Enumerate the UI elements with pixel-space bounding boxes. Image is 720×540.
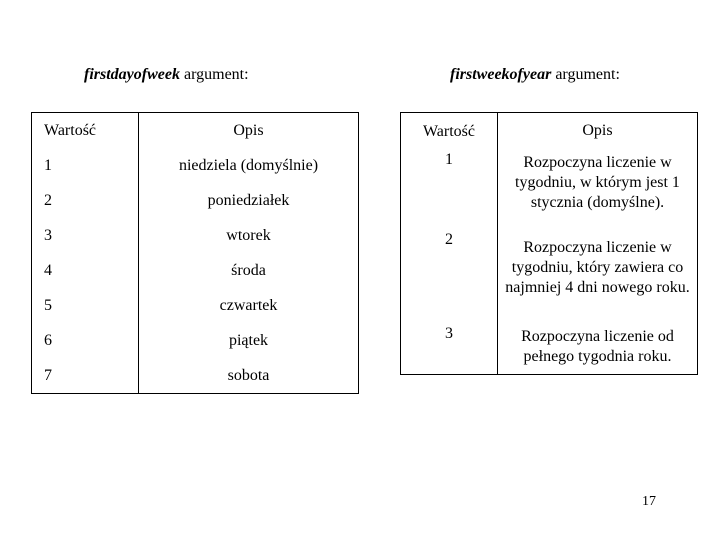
table-header-row [401, 113, 698, 150]
header-cell: Opis [139, 113, 359, 149]
table-row [401, 320, 698, 375]
description-cell: niedziela (domyślnie) [139, 148, 359, 183]
value-cell: 7 [44, 366, 52, 384]
heading-keyword: firstdayofweek [84, 66, 180, 83]
description-cell: poniedziałek [139, 183, 359, 218]
table-row [401, 216, 698, 320]
table-row [32, 253, 359, 288]
table-row [32, 218, 359, 253]
table-row [32, 323, 359, 358]
table-row [401, 149, 698, 216]
description-cell: Rozpoczyna liczenie w tygodniu, w którym jest 1 stycznia (domyślne). [498, 149, 698, 216]
table-row [32, 358, 359, 394]
heading-text: argument: [551, 66, 620, 83]
heading-firstweekofyear [450, 66, 620, 84]
header-cell: Wartość [422, 122, 476, 140]
value-cell: 4 [44, 261, 52, 279]
value-cell: 6 [44, 331, 52, 349]
value-cell: 2 [44, 191, 52, 209]
table-header-row [32, 113, 359, 149]
description-cell: Rozpoczyna liczenie w tygodniu, który zawiera co najmniej 4 dni nowego roku. [498, 216, 698, 320]
page-number: 17 [642, 494, 656, 509]
firstweekofyear-table [400, 112, 698, 375]
value-cell: 3 [445, 325, 453, 342]
firstdayofweek-table [31, 112, 359, 394]
description-cell: sobota [139, 358, 359, 394]
description-cell: wtorek [139, 218, 359, 253]
heading-keyword: firstweekofyear [450, 66, 552, 83]
table-row [32, 148, 359, 183]
header-cell: Opis [498, 113, 698, 150]
value-cell: 1 [445, 151, 453, 168]
heading-firstdayofweek [84, 66, 249, 84]
description-cell: środa [139, 253, 359, 288]
table-row [32, 288, 359, 323]
header-cell: Wartość [44, 121, 97, 139]
value-cell: 1 [44, 156, 52, 174]
value-cell: 5 [44, 296, 52, 314]
table-row [32, 183, 359, 218]
heading-text: argument: [179, 66, 249, 83]
description-cell: Rozpoczyna liczenie od pełnego tygodnia roku. [498, 320, 698, 375]
value-cell: 2 [445, 231, 453, 248]
description-cell: czwartek [139, 288, 359, 323]
description-cell: piątek [139, 323, 359, 358]
value-cell: 3 [44, 226, 52, 244]
